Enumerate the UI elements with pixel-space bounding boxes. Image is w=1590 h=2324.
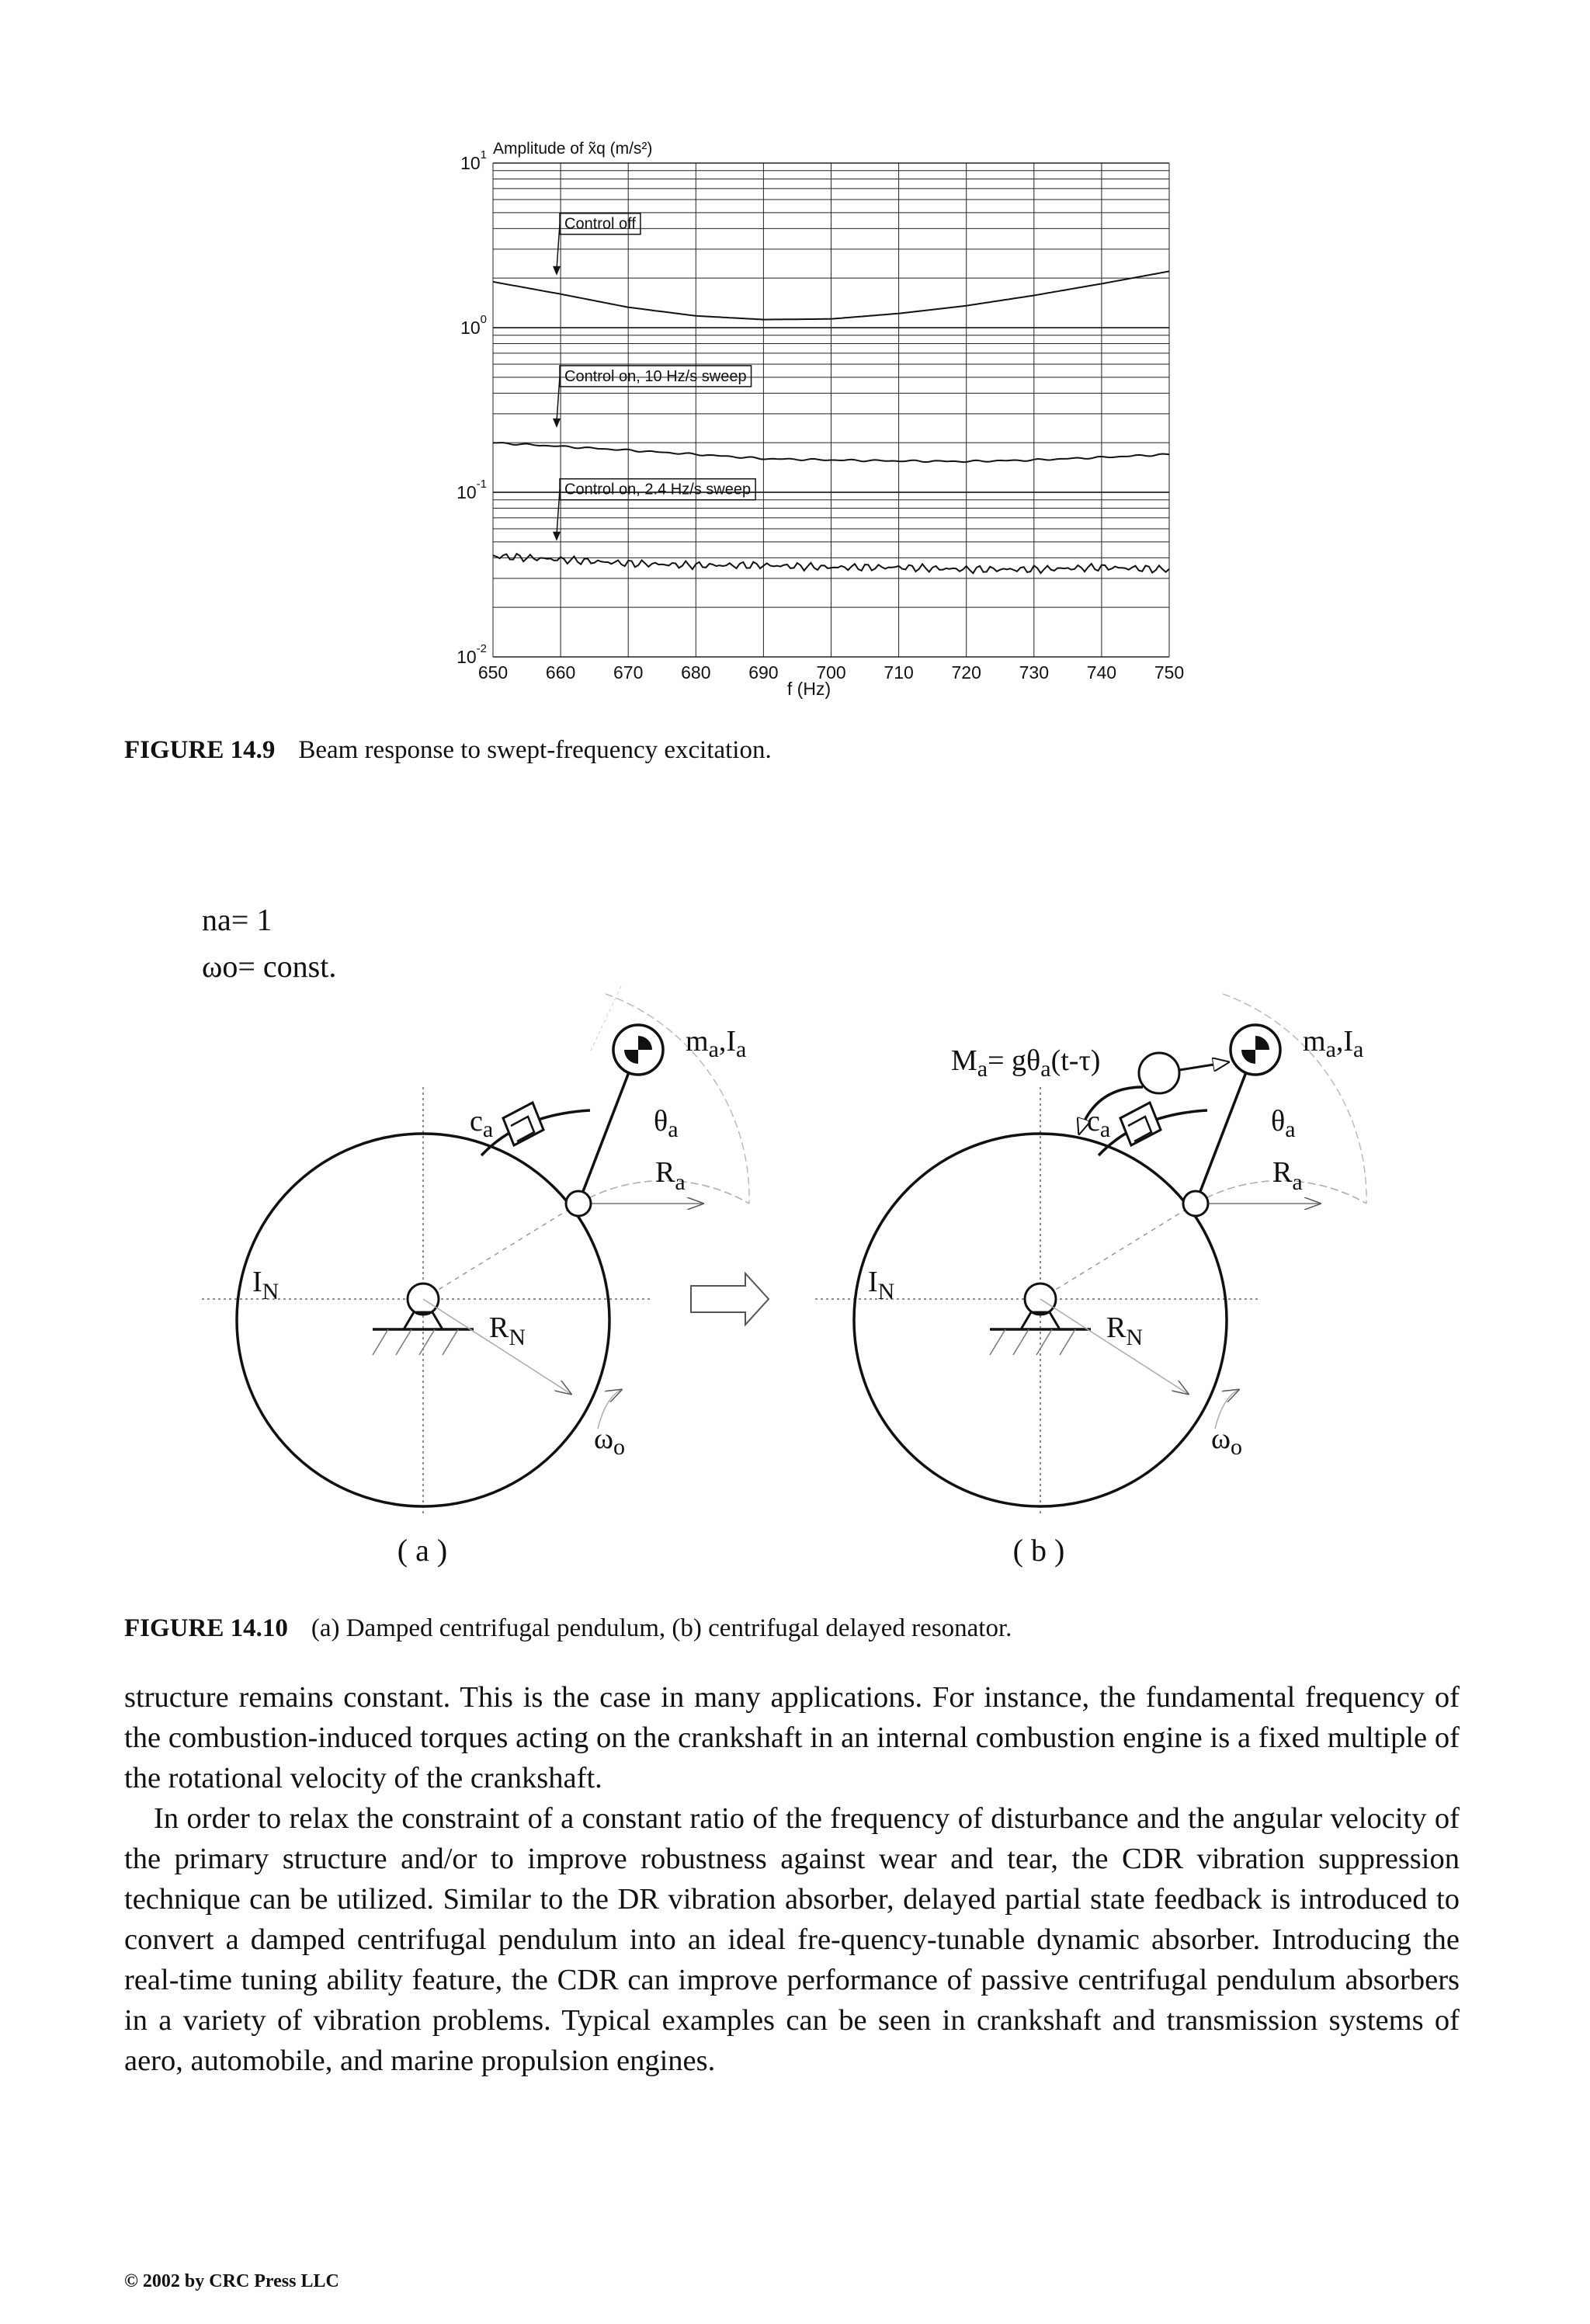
label-Ra-a: $R_a$: [655, 1156, 686, 1195]
chart-grid: [493, 163, 1169, 657]
y-tick-label: $10^1$: [460, 148, 487, 173]
label-IN-b: $I_N$: [868, 1266, 895, 1304]
x-tick-label: 740: [1086, 662, 1117, 683]
label-RN-b: $R_N$: [1106, 1311, 1144, 1350]
label-Ma-feedback: $M_a= g\theta_a(t-\tau)$: [951, 1044, 1101, 1082]
x-tick-label: 710: [884, 662, 914, 683]
delay-actuator: [1139, 1053, 1179, 1093]
label-ca-a: $c_a$: [470, 1105, 494, 1142]
x-tick-label: 680: [681, 662, 711, 683]
x-tick-label: 650: [477, 662, 509, 683]
x-tick-label: 730: [1019, 662, 1049, 683]
na-label: na= 1: [202, 902, 273, 937]
label-ma-a: $m_a,I_a$: [686, 1025, 747, 1062]
pivot-a: [566, 1191, 591, 1216]
y-axis-label: Amplitude of x̃q (m/s²): [493, 140, 653, 158]
body-text: [124, 1677, 1460, 2081]
omega-const-label: ωo= const.: [202, 949, 337, 984]
main-rotor-a: [237, 1134, 609, 1506]
panel-b: [815, 994, 1366, 1568]
series-label: [553, 366, 752, 428]
label-omega-b: $\omega_o$: [1211, 1423, 1243, 1460]
label-Ra-b: $R_a$: [1272, 1156, 1303, 1195]
x-tick-label: 690: [748, 662, 779, 683]
y-tick-label: $10^{-2}$: [457, 642, 487, 667]
pivot-b: [1183, 1191, 1208, 1216]
svg-text:Control on, 2.4 Hz/s sweep: Control on, 2.4 Hz/s sweep: [564, 481, 752, 498]
damper-a: [481, 1103, 590, 1155]
copyright-footer: © 2002 by CRC Press LLC: [124, 2271, 339, 2291]
figure-14-10-caption: [124, 1613, 1012, 1644]
series-label: [553, 479, 755, 541]
label-ca-b: $c_a$: [1087, 1105, 1111, 1142]
x-tick-label: 720: [951, 662, 981, 683]
main-rotor-b: [854, 1134, 1227, 1506]
label-omega-a: $\omega_o$: [594, 1423, 626, 1460]
damper-b: [1099, 1103, 1207, 1155]
figure-14-10-caption-text: (a) Damped centrifugal pendulum, (b) centrifugal delayed resonator.: [311, 1614, 1012, 1642]
paragraph-2: In order to relax the constraint of a constant ratio of the frequency of disturbance and the angular velocity of the primary structure and/or to improve robustness against wear and tear, the CDR vibration suppression technique can be utilized. Similar to the DR vibration absorber, delayed partial state feedback is introduced to convert a damped centrifugal pendulum into an ideal fre-quency-tunable dynamic absorber. Introducing the real-time tuning ability feature, the CDR can improve performance of passive centrifugal pendulum absorbers in a variety of vibration problems. Typical examples can be seen in crankshaft and transmission systems of aero, automobile, and marine propulsion engines.: [124, 1802, 1460, 2077]
label-theta-b: $\theta_a$: [1271, 1105, 1296, 1142]
label-RN-a: $R_N$: [489, 1311, 526, 1350]
x-tick-label: 670: [613, 662, 644, 683]
label-theta-a: $\theta_a$: [654, 1105, 679, 1142]
figure-14-9-chart: [435, 124, 1185, 714]
label-ma-b: $m_a,I_a$: [1303, 1025, 1364, 1062]
label-IN-a: $I_N$: [252, 1266, 279, 1304]
x-tick-label: 700: [816, 662, 846, 683]
panel-a-label: ( a ): [397, 1533, 448, 1568]
panel-b-label: ( b ): [1012, 1533, 1065, 1568]
paragraph-1: structure remains constant. This is the case in many applications. For instance, the fundamental frequency of the combustion-induced torques acting on the crankshaft in an internal combustion engine is a fixed multiple of the rotational velocity of the crankshaft.: [124, 1681, 1460, 1794]
x-axis-label: f (Hz): [786, 679, 831, 699]
figure-14-9-caption-text: Beam response to swept-frequency excitation.: [298, 736, 772, 764]
svg-text:Control on, 10 Hz/s sweep: Control on, 10 Hz/s sweep: [564, 367, 747, 385]
transition-arrow: [691, 1273, 769, 1325]
panel-a: [202, 986, 749, 1568]
y-tick-label: $10^0$: [460, 313, 487, 338]
svg-text:Control off: Control off: [564, 215, 636, 233]
figure-14-10-diagram: [155, 893, 1475, 1576]
figure-14-10-caption-label: FIGURE 14.10: [124, 1614, 288, 1642]
figure-14-9-caption: [124, 735, 772, 766]
series-label: [553, 214, 641, 276]
x-tick-label: 660: [545, 662, 576, 683]
figure-14-9-caption-label: FIGURE 14.9: [124, 736, 276, 764]
x-tick-label: 750: [1154, 662, 1185, 683]
y-tick-label: $10^{-1}$: [457, 478, 487, 502]
